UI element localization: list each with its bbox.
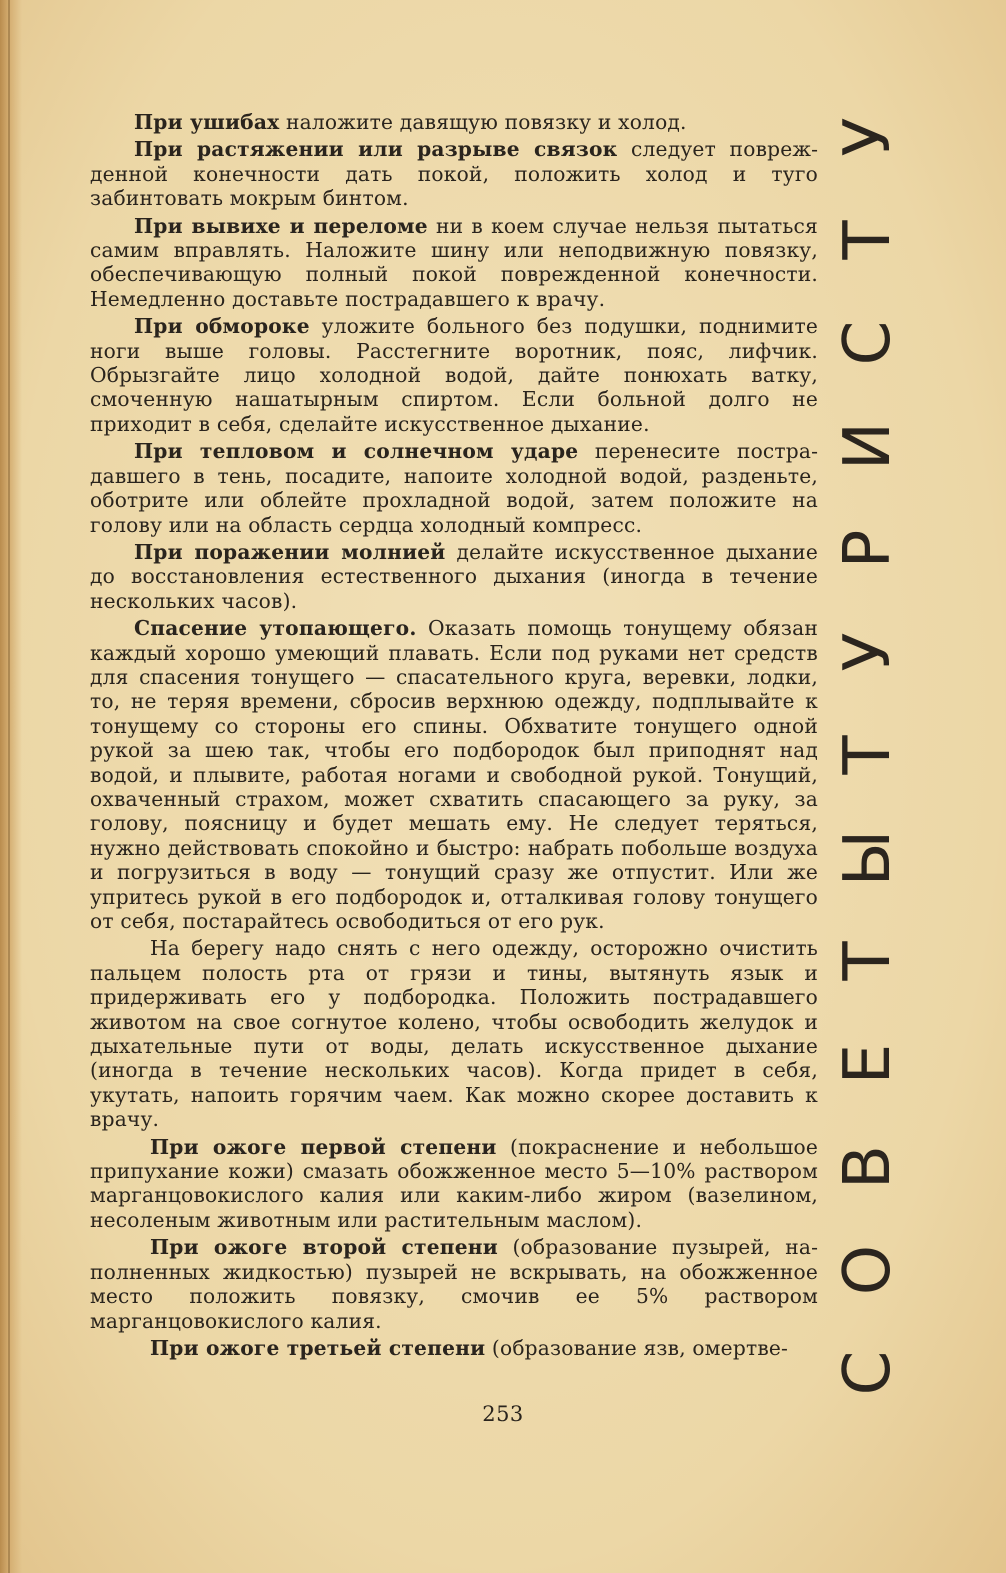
- paragraph-shore: [90, 936, 818, 1131]
- page-number: 253: [482, 1402, 524, 1426]
- paragraph-text: Оказать помощь тонущему обязан каждый хорошо умеющий плавать. Если под руками нет средств для спасения тонущего — спасательного круга, веревки, лодки, то, не теряя времени, сбросив верхнюю одежду, подплывайте к тонущему со стороны его спины. Обхватите тонущего одной рукой за шею так, чтобы его подбородок был приподнят над водой, и плывите, работая ногами и свободной рукой. Тонущий, охваченный страхом, может схватить спасающего за руку, за голову, поясницу и будет мешать ему. Не следует теряться, нужно действовать спокойно и быстро: набрать побольше воздуха и погрузиться в воду — тонущий сразу же отпустит. Или же упритесь рукой в его подбородок и, отталкивая голову тонущего от себя, постарайтесь освободиться от его рук.: [90, 616, 818, 933]
- paragraph-text: (образование язв, омертве-: [485, 1335, 789, 1360]
- side-title-letter: Т: [831, 220, 905, 260]
- paragraph-drowning: [90, 616, 818, 933]
- side-title-letter: С: [831, 320, 905, 366]
- paragraph-lead: Спасение утопающего.: [134, 616, 417, 641]
- side-title-letter: Ы: [831, 829, 905, 887]
- paragraph-lightning: [90, 540, 818, 613]
- paragraph-lead: При растяжении или разрыве связок: [134, 137, 618, 162]
- paragraph-fainting: [90, 314, 818, 436]
- paragraph-sprains: [90, 137, 818, 210]
- page-edge-line: [8, 0, 10, 1573]
- paragraph-bruises: [90, 110, 818, 134]
- side-title-letter: У: [831, 632, 905, 672]
- paragraph-lead: При поражении молнией: [134, 539, 446, 564]
- side-title-letter: Р: [831, 529, 905, 569]
- side-title-letter: И: [831, 422, 905, 470]
- paragraph-burn-first: [90, 1135, 818, 1233]
- body-text: [90, 110, 818, 1380]
- side-title-letter: Е: [831, 1043, 905, 1085]
- paragraph-text: На берегу надо снять с него одежду, осторожно очистить пальцем полость рта от грязи и тины, вытянуть язык и придерживать его у подбородка. Положить пострадавшего животом на свое согнутое колено, чтобы освободить желудок и дыхательные пути от воды, делать искусственное дыхание (иногда в течение нескольких часов). Когда придет в себя, укутать, напоить горячим чаем. Как можно скорее доставить к врачу.: [90, 936, 818, 1132]
- side-title-letter: О: [831, 1244, 905, 1296]
- paragraph-text: наложите давящую повязку и холод.: [279, 110, 687, 134]
- paragraph-burn-second: [90, 1235, 818, 1333]
- side-title-letter: В: [831, 1145, 905, 1189]
- paragraph-lead: При ожоге первой степени: [150, 1134, 497, 1159]
- side-title-letter: Т: [831, 941, 905, 981]
- paragraph-lead: При ожоге второй степени: [150, 1235, 498, 1260]
- paragraph-lead: При вывихе и переломе: [134, 213, 428, 238]
- side-title-letter: Т: [831, 735, 905, 775]
- paragraph-text: следует поврежденной конечности дать покой, положить холод и туго забинтовать мокрым бинтом.: [90, 137, 818, 211]
- side-title-letter: С: [831, 1350, 905, 1396]
- paragraph-lead: При ожоге третьей степени: [150, 1335, 486, 1360]
- paragraph-lead: При обмороке: [134, 314, 310, 339]
- paragraph-dislocation: [90, 214, 818, 312]
- paragraph-heatstroke: [90, 439, 818, 537]
- paragraph-text: (покраснение и небольшое припухание кожи) смазать обожженное место 5—10% раствором марганцовокислого калия или каким-либо жиром (вазелином, несоленым животным или растительным маслом).: [90, 1134, 818, 1232]
- side-title-vertical: [828, 105, 908, 1405]
- paragraph-lead: При ушибах: [134, 110, 280, 134]
- paragraph-text: делайте искусственное дыхание до восстановления естественного дыхания (иногда в течение нескольких часов).: [90, 539, 818, 613]
- side-title-letter: У: [831, 117, 905, 157]
- spine-shadow: [0, 0, 22, 1573]
- paragraph-text: ни в коем случае нельзя пытаться самим вправлять. Наложите шину или неподвижную повязку, обеспечивающую полный покой поврежденной конечности. Немедленно доставьте пострадавшего к врачу.: [90, 213, 818, 311]
- paragraph-burn-third: [90, 1336, 818, 1360]
- paragraph-text: перенесите пострадавшего в тень, посадите, напоите холодной водой, разденьте, оботрите или облейте прохладной водой, затем положите на голову или на область сердца холодный компресс.: [90, 439, 818, 537]
- paragraph-text: (образование пузырей, наполненных жидкостью) пузырей не вскрывать, на обожженное место положить повязку, смочив ее 5% раствором марганцовокислого калия.: [90, 1235, 818, 1333]
- paragraph-lead: При тепловом и солнечном ударе: [134, 439, 579, 464]
- paragraph-text: уложите больного без подушки, поднимите ноги выше головы. Расстегните воротник, пояс, лифчик. Обрызгайте лицо холодной водой, дайте понюхать ватку, смоченную нашатырным спиртом. Если больной долго не приходит в себя, сделайте искусственное дыхание.: [90, 314, 818, 436]
